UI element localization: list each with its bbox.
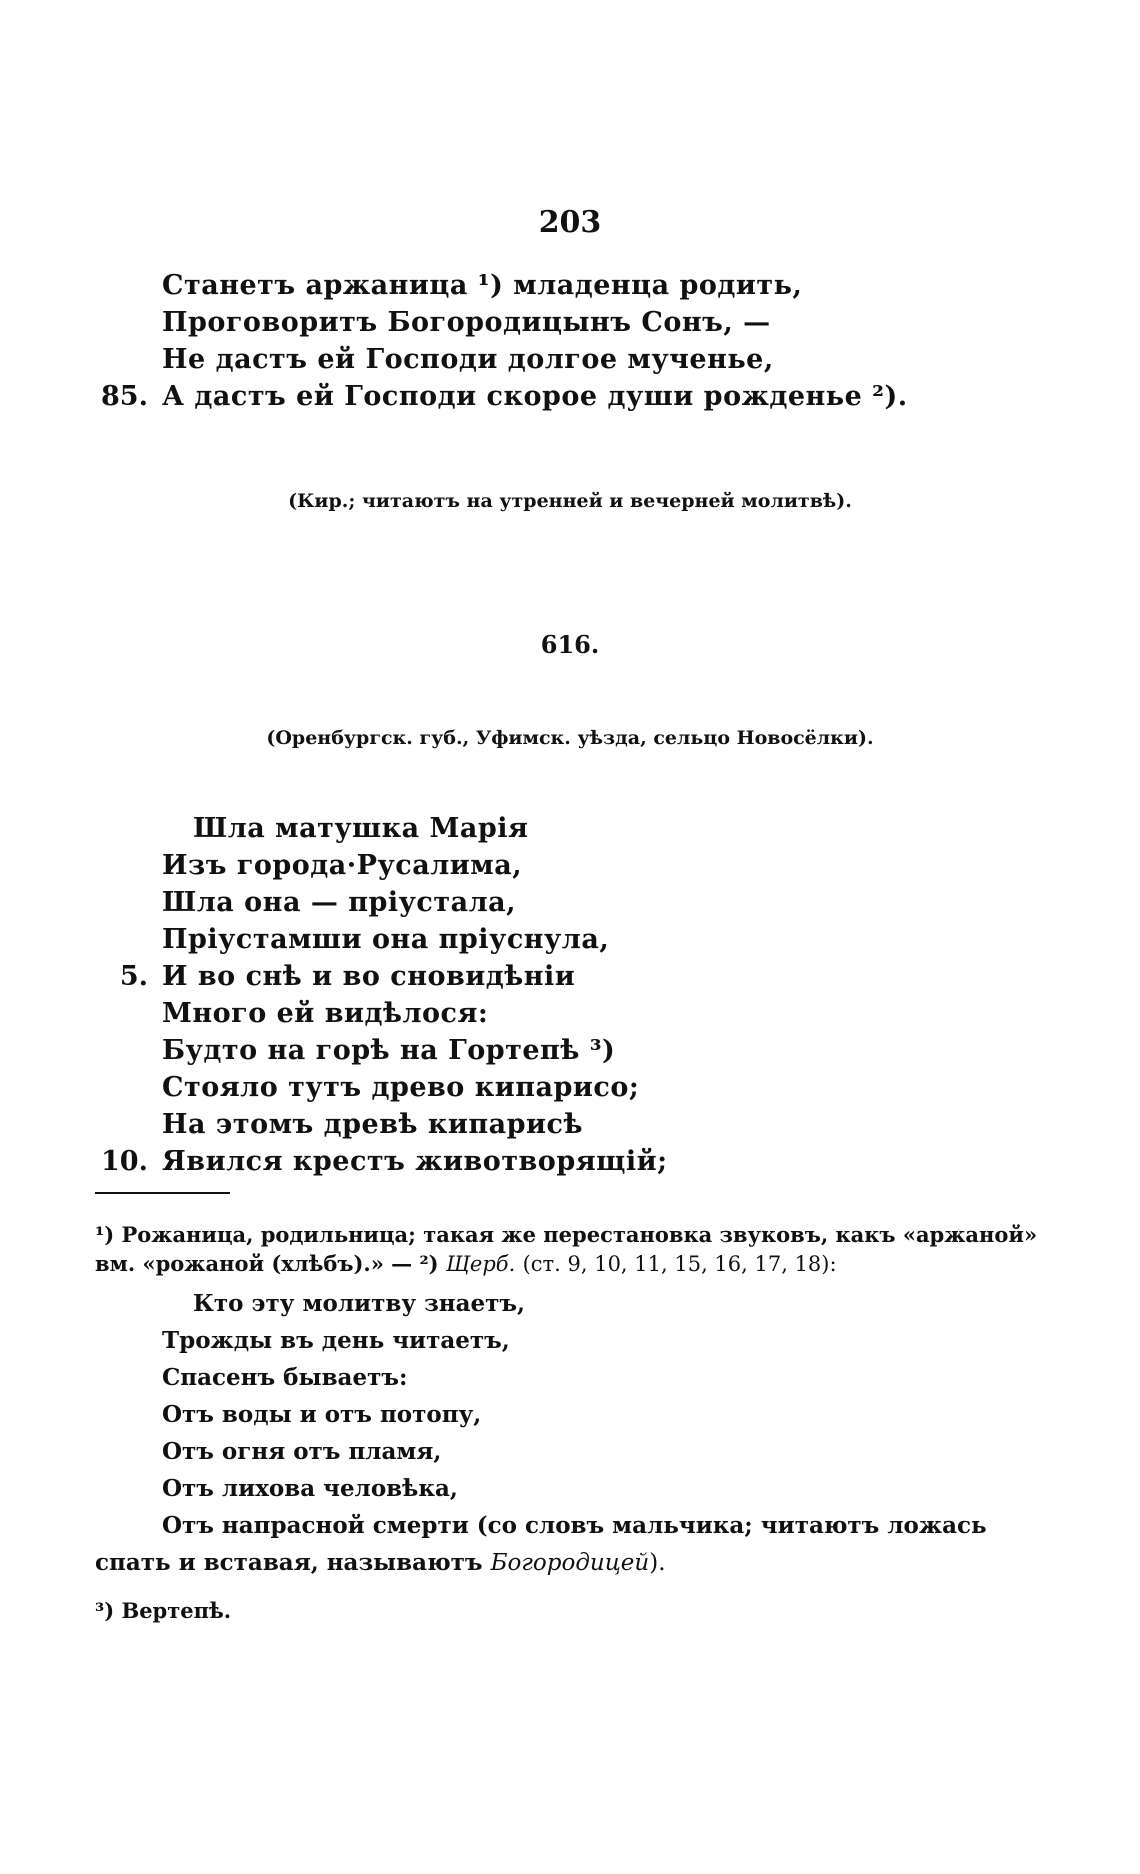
section-number: 616. xyxy=(540,630,600,659)
footnote-text: вм. «рожаной (хлѣбъ).» — ²) xyxy=(95,1251,439,1276)
verse-line: Станетъ аржаница ¹) младенца родить, xyxy=(162,270,803,301)
footnote-verse: Трожды въ день читаетъ, xyxy=(162,1327,510,1354)
line-number: 85. xyxy=(101,381,148,412)
footnote-text: (ст. 9, 10, 11, 15, 16, 17, 18): xyxy=(522,1252,837,1276)
footnote-verse: Отъ воды и отъ потопу, xyxy=(162,1401,482,1428)
verse-line: Явился крестъ животворящій; xyxy=(162,1146,668,1177)
verse-line: На этомъ древѣ кипарисѣ xyxy=(162,1109,583,1140)
footnote-verse: Отъ напрасной смерти (со словъ мальчика; читаютъ ложась xyxy=(162,1512,987,1539)
verse-line: Будто на горѣ на Гортепѣ ³) xyxy=(162,1035,616,1066)
footnote-rule xyxy=(95,1192,230,1194)
verse-line: Изъ города·Русалима, xyxy=(162,850,523,881)
source-note: (Кир.; читаютъ на утренней и вечерней молитвѣ). xyxy=(288,490,852,512)
footnote-3: ³) Вертепѣ. xyxy=(95,1598,232,1623)
verse-line: Пріустамши она пріуснула, xyxy=(162,924,610,955)
verse-line: Проговоритъ Богородицынъ Сонъ, — xyxy=(162,307,771,338)
verse-line: Много ей видѣлося: xyxy=(162,998,489,1029)
footnote-2-tail xyxy=(95,1549,666,1576)
verse-line: Стояло тутъ древо кипарисо; xyxy=(162,1072,640,1103)
footnote-1-line-2 xyxy=(95,1251,837,1276)
verse-line: Шла она — пріустала, xyxy=(162,887,517,918)
footnote-text: спать и вставая, называютъ xyxy=(95,1549,483,1576)
line-number: 10. xyxy=(101,1146,148,1177)
verse-line: Шла матушка Марія xyxy=(193,813,529,844)
verse-line: Не дастъ ей Господи долгое мученье, xyxy=(162,344,774,375)
page-number: 203 xyxy=(538,205,602,240)
line-number: 5. xyxy=(119,961,148,992)
footnote-verse: Кто эту молитву знаетъ, xyxy=(193,1290,526,1317)
footnote-verse: Отъ огня отъ пламя, xyxy=(162,1438,442,1465)
footnote-text: ). xyxy=(649,1550,666,1576)
section-source-note: (Оренбургск. губ., Уфимск. уѣзда, сельцо Новосёлки). xyxy=(266,727,874,749)
prayer-name: Богородицей xyxy=(490,1550,650,1576)
author-abbrev: Щерб. xyxy=(445,1252,516,1276)
footnote-1-line-1: ¹) Рожаница, родильница; такая же перестановка звуковъ, какъ «аржаной» xyxy=(95,1222,1038,1247)
verse-line: И во снѣ и во сновидѣніи xyxy=(162,961,576,992)
verse-line: А дастъ ей Господи скорое души рожденье ²). xyxy=(162,381,908,412)
footnote-verse: Отъ лихова человѣка, xyxy=(162,1475,458,1502)
footnote-verse: Спасенъ бываетъ: xyxy=(162,1364,408,1391)
